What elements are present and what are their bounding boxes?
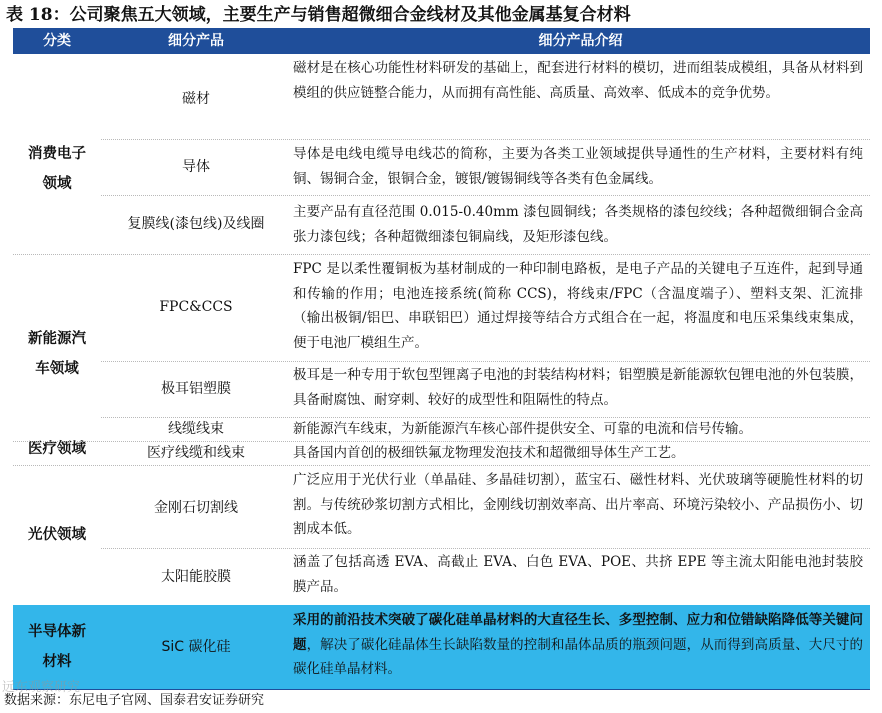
product-enameled-wire: 复膜线(漆包线)及线圈 [127,215,265,232]
row-divider [13,254,870,255]
product-medical-cable: 医疗线缆和线束 [147,444,245,461]
table-title: 表 18：公司聚焦五大领域，主要生产与销售超微细合金线材及其他金属基复合材料 [6,5,631,25]
desc-magnetic: 磁材是在核心功能性材料研发的基础上，配套进行材料的模切，进而组装成模组，具备从材料到模组的供应链整合能力，从而拥有高性能、高质量、高效率、低成本的竞争优势。 [293,60,863,101]
category-semi: 半导体新材料 [28,623,86,670]
desc-cable-harness: 新能源汽车线束，为新能源汽车核心部件提供安全、可靠的电流和信号传输。 [293,421,752,437]
product-diamond-wire: 金刚石切割线 [154,499,238,516]
product-fpc-ccs: FPC&CCS [159,298,233,315]
category-nev: 新能源汽车领域 [28,330,86,377]
desc-tab-film: 极耳是一种专用于软包型锂离子电池的封装结构材料；铝塑膜是新能源软包锂电池的外包装膜，具备耐腐蚀、耐穿刺、较好的成型性和阻隔性的特点。 [293,367,863,408]
desc-sic-rest: ，解决了碳化硅晶体生长缺陷数量的控制和晶体品质的瓶颈问题，从而得到高质量、大尺寸的碳化硅单晶材料。 [293,636,864,677]
desc-medical-cable: 具备国内首创的极细铁氟龙物理发泡技术和超微细导体生产工艺。 [293,445,685,461]
data-source: 数据来源：东尼电子官网、国泰君安证券研究 [4,693,265,708]
category-medical: 医疗领域 [28,440,86,457]
category-consumer: 消费电子领域 [28,145,86,192]
product-solar-film: 太阳能胶膜 [161,568,231,585]
desc-diamond-wire: 广泛应用于光伏行业（单晶硅、多晶硅切割），蓝宝石、磁性材料、光伏玻璃等硬脆性材料的切割。与传统砂浆切割方式相比，金刚线切割效率高、出片率高、环境污染较小、产品损伤小、切割成本低。 [293,472,863,537]
product-conductor: 导体 [182,158,210,175]
product-sic: SiC 碳化硅 [161,638,231,655]
desc-fpc-ccs: FPC 是以柔性覆铜板为基材制成的一种印制电路板，是电子产品的关键电子互连件，起到导通和传输的作用；电池连接系统(简称 CCS)，将线束/FPC（含温度端子）、塑料支架、汇流排（输出极铜/铝巴、串联铝巴）通过焊接等结合方式组合在一起，将温度和电压采集线束集成，便于电池厂模组生产。 [293,261,863,351]
category-pv: 光伏领域 [28,525,86,543]
row-divider [13,465,870,466]
product-cable-harness: 线缆线束 [168,420,224,437]
table-bottom-border [13,689,870,690]
desc-enameled-wire: 主要产品有直径范围 0.015-0.40mm 漆包圆铜线；各类规格的漆包绞线；各种超微细铜合金高张力漆包线；各种超微细漆包铜扁线，及矩形漆包线。 [293,204,863,245]
watermark: 远东观察研究 [2,680,81,695]
product-tab-film: 极耳铝塑膜 [161,381,231,397]
row-divider [101,139,870,140]
product-magnetic: 磁材 [182,90,210,107]
desc-conductor: 导体是电线电缆导电线芯的简称，主要为各类工业领域提供导通性的生产材料，主要材料有纯铜、锡铜合金，银铜合金，镀银/镀锡铜线等各类有色金属线。 [293,146,863,187]
row-divider [101,548,870,549]
header-description: 细分产品介绍 [538,33,623,49]
table-header [13,28,870,54]
desc-sic [291,608,863,682]
row-divider [101,195,870,196]
desc-sic-highlight: 采用的前沿技术突破了碳化硅单晶材料的大直径生长、多型控制、应力和位错缺陷降低等关键问题 [293,612,863,653]
product-table [13,28,870,690]
header-product: 细分产品 [168,33,224,49]
header-category: 分类 [43,33,71,49]
desc-solar-film: 涵盖了包括高透 EVA、高截止 EVA、白色 EVA、POE、共挤 EPE 等主流太阳能电池封装胶膜产品。 [293,554,863,595]
